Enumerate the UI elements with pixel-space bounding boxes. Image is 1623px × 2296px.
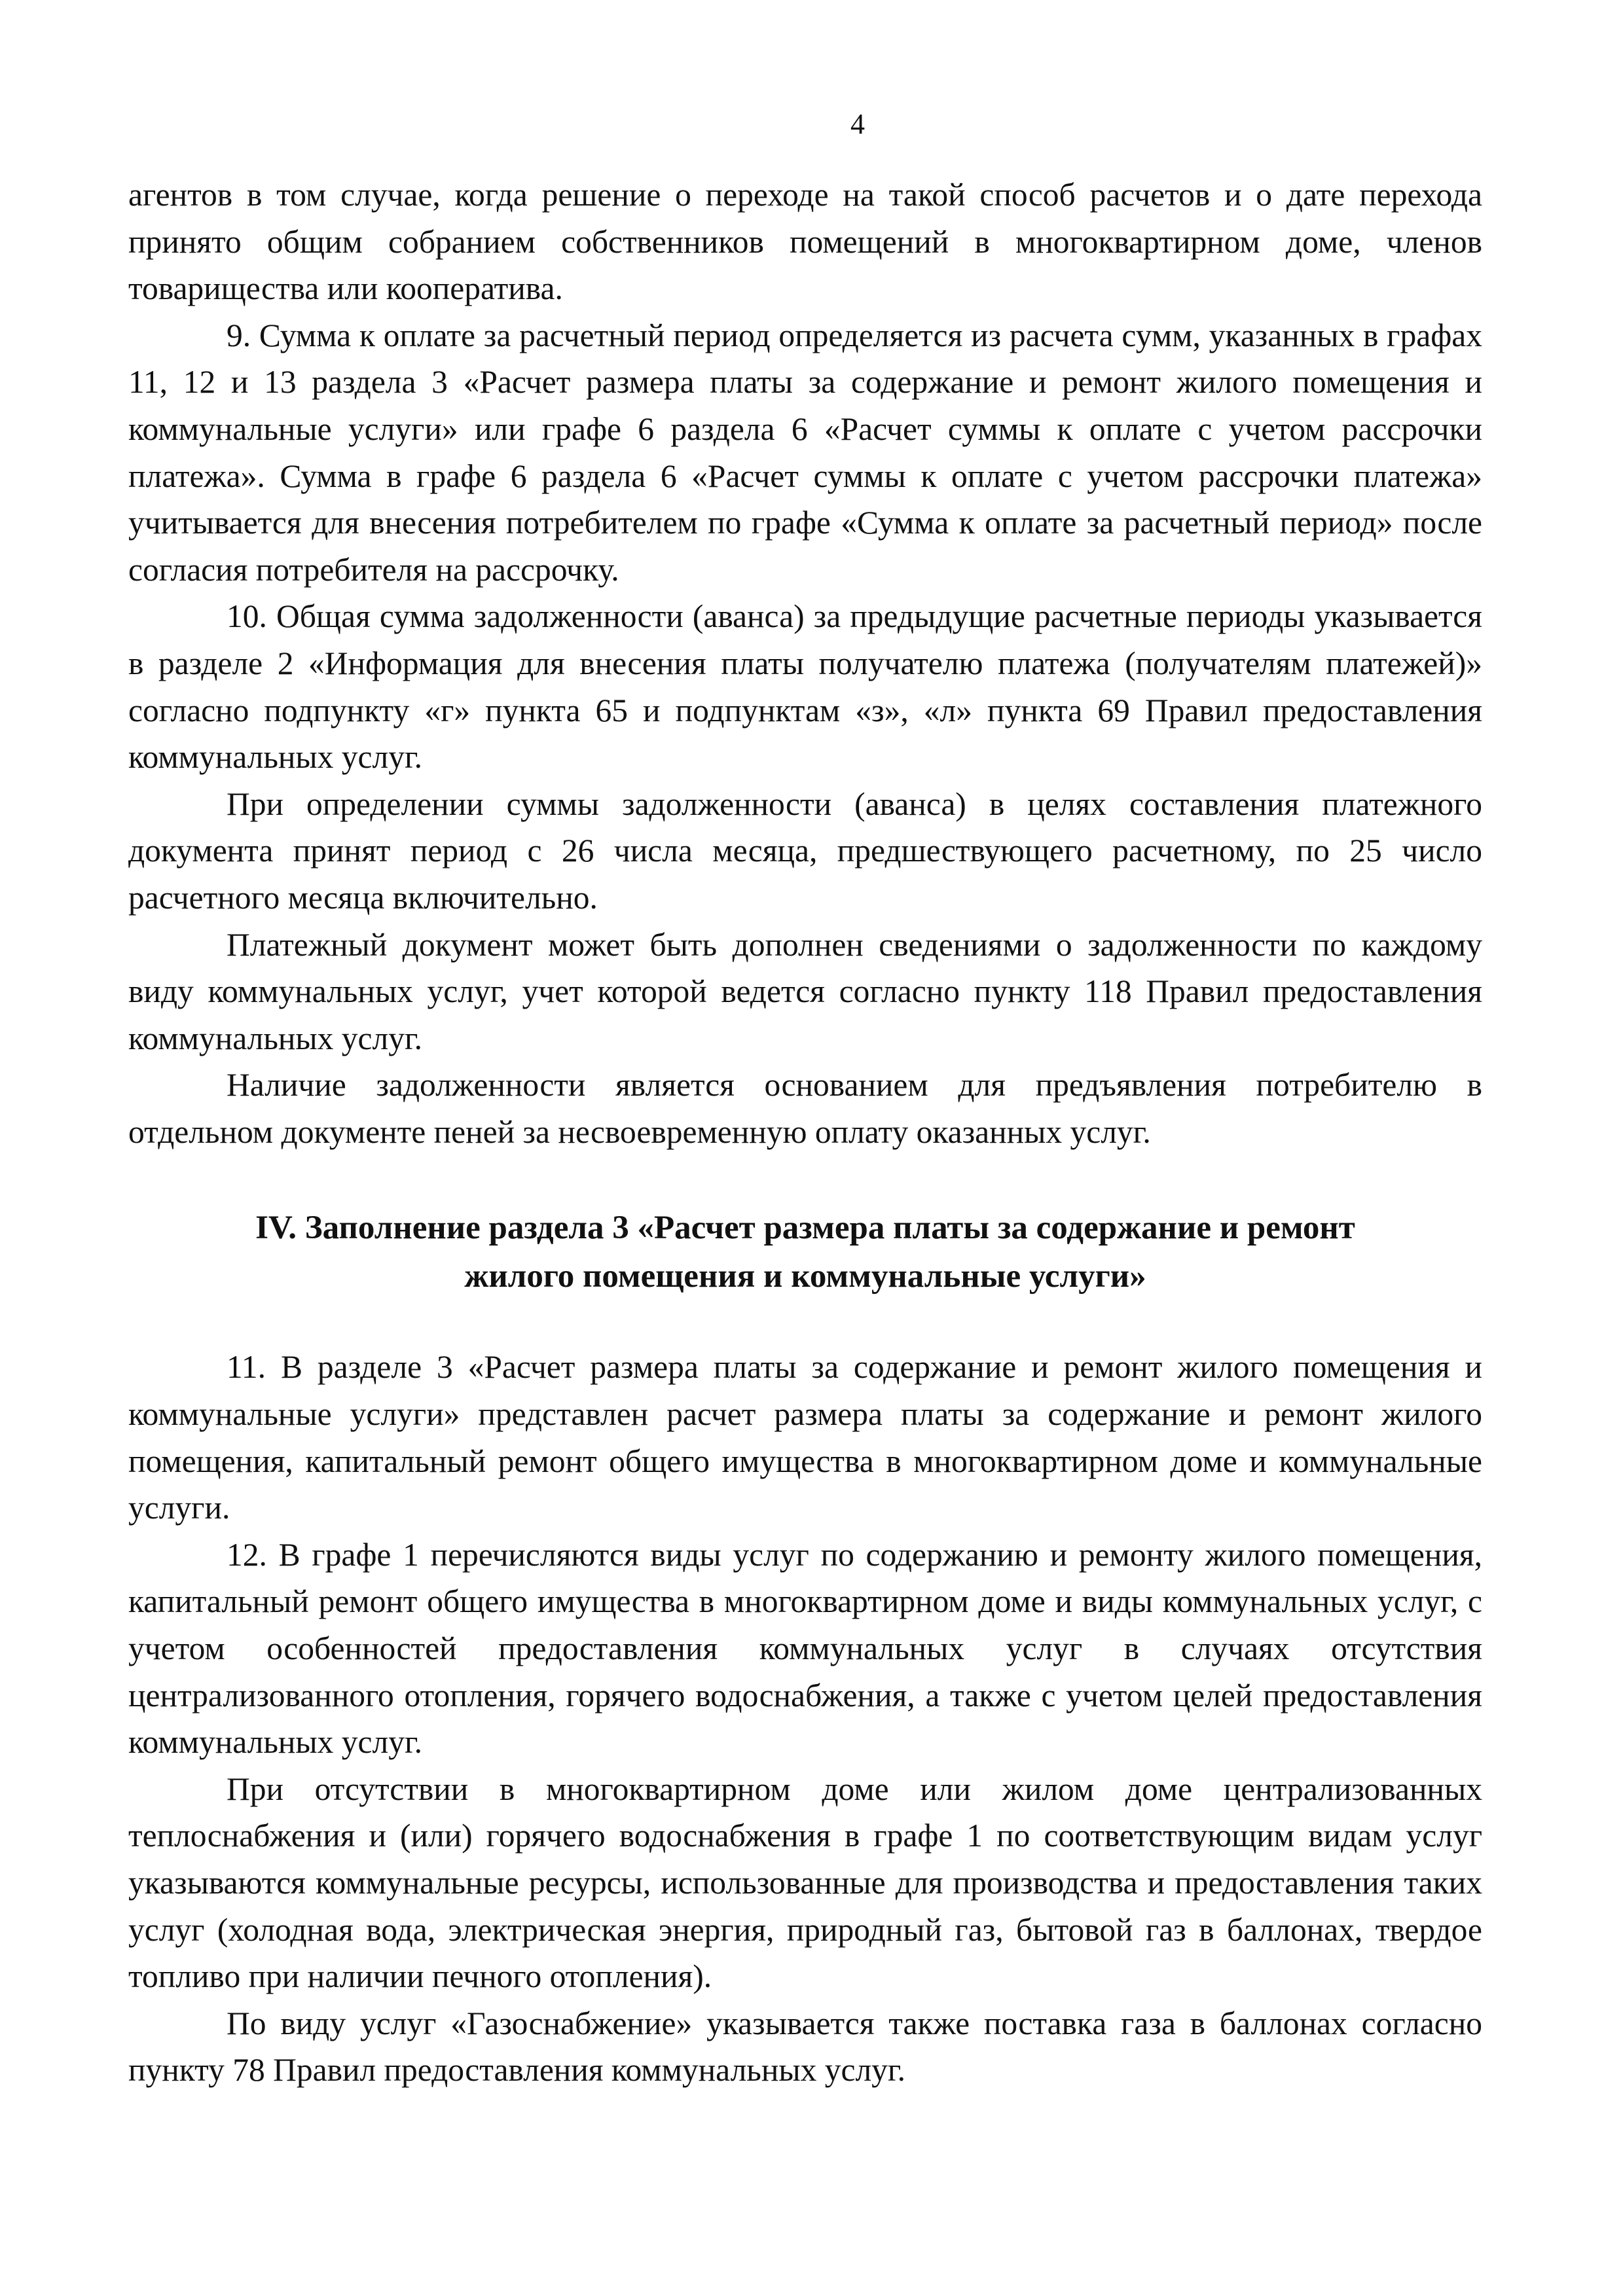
paragraph-debt-period: При определении суммы задолженности (аванса) в целях составления платежного документа принят период с 26 числа месяца, предшествующего расчетному, по 25 число расчетного месяца включительно. bbox=[128, 785, 1482, 916]
paragraph-gas-supply: По виду услуг «Газоснабжение» указывается также поставка газа в баллонах согласно пункту 78 Правил предоставления коммунальных услуг. bbox=[128, 2005, 1482, 2089]
paragraph-9: 9. Сумма к оплате за расчетный период определяется из расчета сумм, указанных в графах 11, 12 и 13 раздела 3 «Расчет размера платы за содержание и ремонт жилого помещения и коммунальные услуги» или графе 6 раздела 6 «Расчет суммы к оплате с учетом рассрочки платежа». Сумма в графе 6 раздела 6 «Расчет суммы к оплате с учетом рассрочки платежа» учитывается для внесения потребителем по графе «Сумма к оплате за расчетный период» после согласия потребителя на рассрочку. bbox=[128, 317, 1482, 588]
page-content bbox=[128, 171, 1482, 2094]
paragraph-10: 10. Общая сумма задолженности (аванса) за предыдущие расчетные периоды указывается в разделе 2 «Информация для внесения платы получателю платежа (получателям платежей)» согласно подпункту «г» пункта 65 и подпунктам «з», «л» пункта 69 Правил предоставления коммунальных услуг. bbox=[128, 598, 1482, 776]
section-iv-heading-line-1: IV. Заполнение раздела 3 «Расчет размера платы за содержание и ремонт bbox=[255, 1210, 1355, 1247]
paragraph-8-continuation: агентов в том случае, когда решение о переходе на такой способ расчетов и о дате перехода принято общим собранием собственников помещений в многоквартирном доме, членов товарищества или кооператива. bbox=[128, 177, 1482, 307]
page-number: 4 bbox=[850, 108, 865, 140]
paragraph-12: 12. В графе 1 перечисляются виды услуг по содержанию и ремонту жилого помещения, капитальный ремонт общего имущества в многоквартирном доме и виды коммунальных услуг, с учетом особенностей предоставления коммунальных услуг в случаях отсутствия централизованного отопления, горячего водоснабжения, а также с учетом целей предоставления коммунальных услуг. bbox=[128, 1536, 1482, 1761]
paragraph-11: 11. В разделе 3 «Расчет размера платы за содержание и ремонт жилого помещения и коммунальные услуги» представлен расчет размера платы за содержание и ремонт жилого помещения, капитальный ремонт общего имущества в многоквартирном доме и коммунальные услуги. bbox=[128, 1349, 1482, 1526]
paragraph-penalties: Наличие задолженности является основанием для предъявления потребителю в отдельном документе пеней за несвоевременную оплату оказанных услуг. bbox=[128, 1067, 1482, 1150]
section-iv-heading-line-2: жилого помещения и коммунальные услуги» bbox=[464, 1258, 1146, 1295]
paragraph-no-central-supply: При отсутствии в многоквартирном доме или жилом доме централизованных теплоснабжения и (или) горячего водоснабжения в графе 1 по соответствующим видам услуг указываются коммунальные ресурсы, использованные для производства и предоставления таких услуг (холодная вода, электрическая энергия, природный газ, бытовой газ в баллонах, твердое топливо при наличии печного отопления). bbox=[128, 1770, 1482, 1995]
paragraph-debt-details: Платежный документ может быть дополнен сведениями о задолженности по каждому виду коммунальных услуг, учет которой ведется согласно пункту 118 Правил предоставления коммунальных услуг. bbox=[128, 926, 1482, 1056]
section-iv-heading bbox=[128, 1204, 1482, 1300]
